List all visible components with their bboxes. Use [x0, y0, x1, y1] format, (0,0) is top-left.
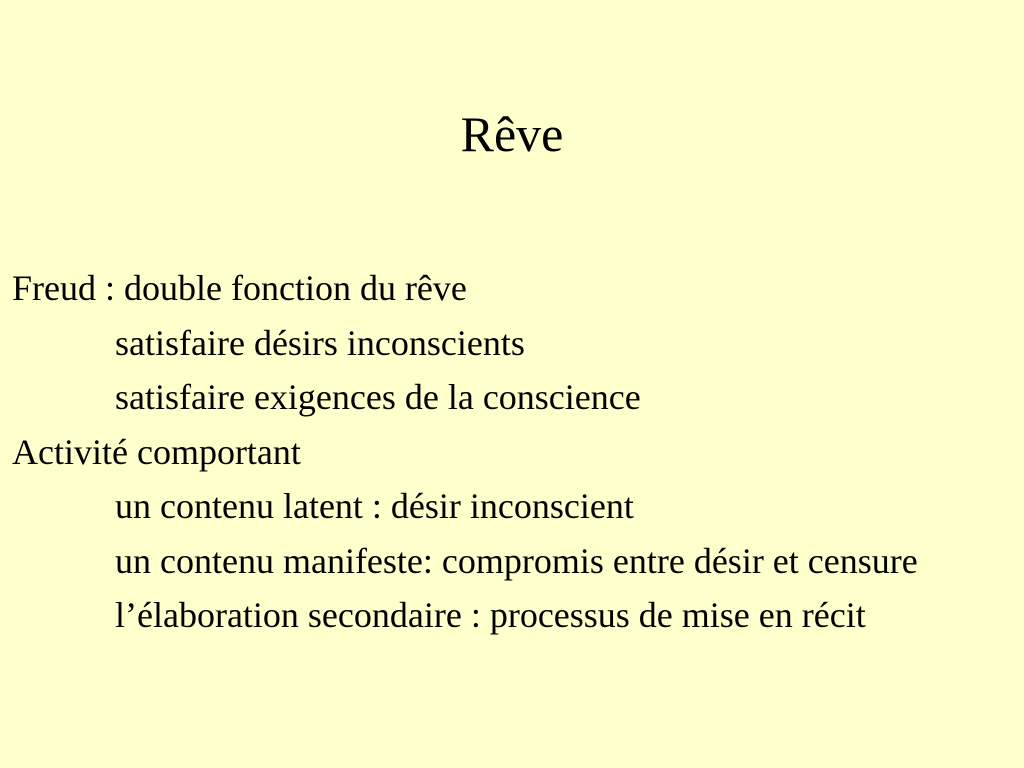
body-line-desirs-inconscients: satisfaire désirs inconscients: [115, 322, 525, 363]
body-line-contenu-manifeste: un contenu manifeste: compromis entre désir et censure: [115, 540, 918, 581]
slide-title: Rêve: [460, 106, 564, 162]
body-line-activite: Activité comportant: [12, 431, 301, 472]
body-line-freud: Freud : double fonction du rêve: [12, 268, 467, 308]
body-line-exigences-conscience: satisfaire exigences de la conscience: [115, 377, 641, 417]
body-line-contenu-latent: un contenu latent : désir inconscient: [115, 486, 634, 526]
slide-body: [12, 261, 1012, 643]
body-line-elaboration-secondaire: l’élaboration secondaire : processus de mise en récit: [115, 595, 866, 635]
